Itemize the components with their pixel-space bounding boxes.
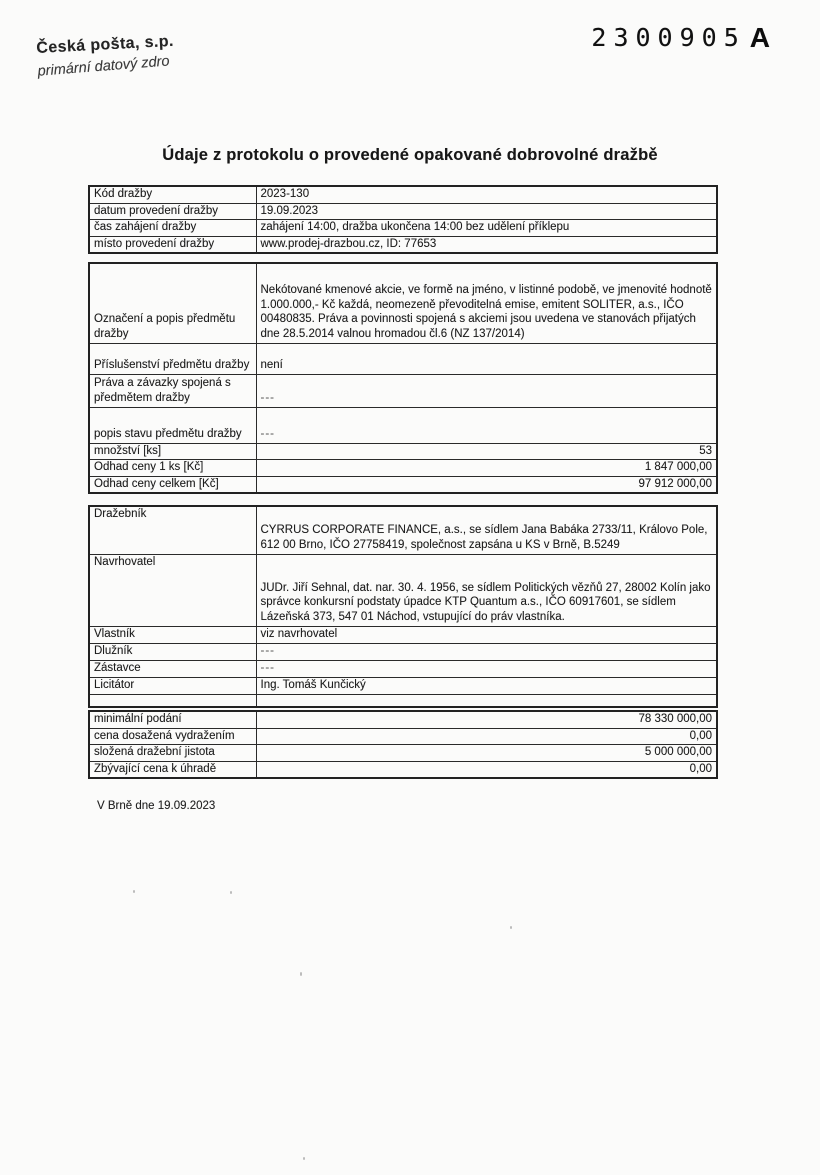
row-value: www.prodej-drazbou.cz, ID: 77653 [256,236,717,253]
parties-table [88,505,718,708]
table-row [89,476,717,493]
row-value: 53 [256,443,717,460]
table-row [89,728,717,745]
row-value: 1 847 000,00 [256,460,717,477]
document-number-suffix: A [749,22,770,53]
table-row [89,186,717,203]
row-value: JUDr. Jiří Sehnal, dat. nar. 30. 4. 1956, se sídlem Politických vězňů 27, 28002 Kolín jako správce konkursní podstaty úpadce KTP Quantum a.s., IČO 60917601, se sídlem Lázeňská 373, 547 01 Náchod, vstupující do práv vlastníka. [256,554,717,626]
scan-speck [300,972,302,976]
date-place-line: V Brně dne 19.09.2023 [97,800,216,812]
row-value [256,694,717,707]
table-row [89,407,717,443]
row-label: Licitátor [89,677,256,694]
row-label: Označení a popis předmětu dražby [89,263,256,343]
document-number [591,22,770,54]
row-label: množství [ks] [89,443,256,460]
table-row [89,374,717,407]
row-value: 2023-130 [256,186,717,203]
document-title: Údaje z protokolu o provedené opakované dobrovolné dražbě [162,146,658,164]
row-value: 0,00 [256,761,717,778]
table-row [89,460,717,477]
row-label: Navrhovatel [89,554,256,626]
table-row [89,694,717,707]
row-value: Nekótované kmenové akcie, ve formě na jméno, v listinné podobě, ve jmenovité hodnotě 1.000.000,- Kč každá, neomezeně převoditelná emise, emitent SOLITER, a.s., IČO 00480835. Práva a povinnosti spojená s akciemi jsou uvedena ve stanovách přijatých dne 28.5.2014 valnou hromadou čl.6 (NZ 137/2014) [256,263,717,343]
row-label: popis stavu předmětu dražby [89,407,256,443]
table-row [89,745,717,762]
row-label: Práva a závazky spojená s předmětem dražby [89,374,256,407]
row-label: Zbývající cena k úhradě [89,761,256,778]
table-row [89,263,717,343]
table-row [89,506,717,554]
row-value: CYRRUS CORPORATE FINANCE, a.s., se sídlem Jana Babáka 2733/11, Královo Pole, 612 00 Brno, IČO 27758419, společnost zapsána u KS v Brně, B.5249 [256,506,717,554]
row-value: 97 912 000,00 [256,476,717,493]
table-row [89,660,717,677]
auction-info-table [88,185,718,254]
scan-speck [230,891,232,894]
table-row [89,643,717,660]
row-value: 78 330 000,00 [256,711,717,728]
row-label: Dražebník [89,506,256,554]
scan-speck [133,890,135,893]
row-value: 0,00 [256,728,717,745]
row-label: Odhad ceny 1 ks [Kč] [89,460,256,477]
row-value: 5 000 000,00 [256,745,717,762]
row-value: Ing. Tomáš Kunčický [256,677,717,694]
row-label: cena dosažená vydražením [89,728,256,745]
subject-table [88,262,718,494]
table-row [89,343,717,374]
row-label: Dlužník [89,643,256,660]
row-label: Odhad ceny celkem [Kč] [89,476,256,493]
table-row [89,626,717,643]
row-label: Kód dražby [89,186,256,203]
stamp-subtitle: primární datový zdro [37,53,171,80]
row-value: není [256,343,717,374]
sender-stamp [36,33,175,78]
table-row [89,203,717,220]
table-row [89,220,717,237]
table-row [89,236,717,253]
row-value: --- [256,374,717,407]
row-label: místo provedení dražby [89,236,256,253]
table-row [89,677,717,694]
scan-speck [510,926,512,929]
row-label: datum provedení dražby [89,203,256,220]
row-value: 19.09.2023 [256,203,717,220]
row-value: viz navrhovatel [256,626,717,643]
table-row [89,711,717,728]
row-label: Zástavce [89,660,256,677]
row-value: --- [256,660,717,677]
row-label: Vlastník [89,626,256,643]
row-label: čas zahájení dražby [89,220,256,237]
table-row [89,761,717,778]
row-value: --- [256,407,717,443]
stamp-company-name: Česká pošta, s.p. [36,32,175,57]
row-label [89,694,256,707]
row-value: --- [256,643,717,660]
prices-table [88,710,718,779]
scan-speck [303,1157,305,1160]
document-number-digits: 2300905 [591,23,746,52]
table-row [89,554,717,626]
row-value: zahájení 14:00, dražba ukončena 14:00 bez udělení příklepu [256,220,717,237]
row-label: složená dražební jistota [89,745,256,762]
row-label: minimální podání [89,711,256,728]
row-label: Příslušenství předmětu dražby [89,343,256,374]
table-row [89,443,717,460]
